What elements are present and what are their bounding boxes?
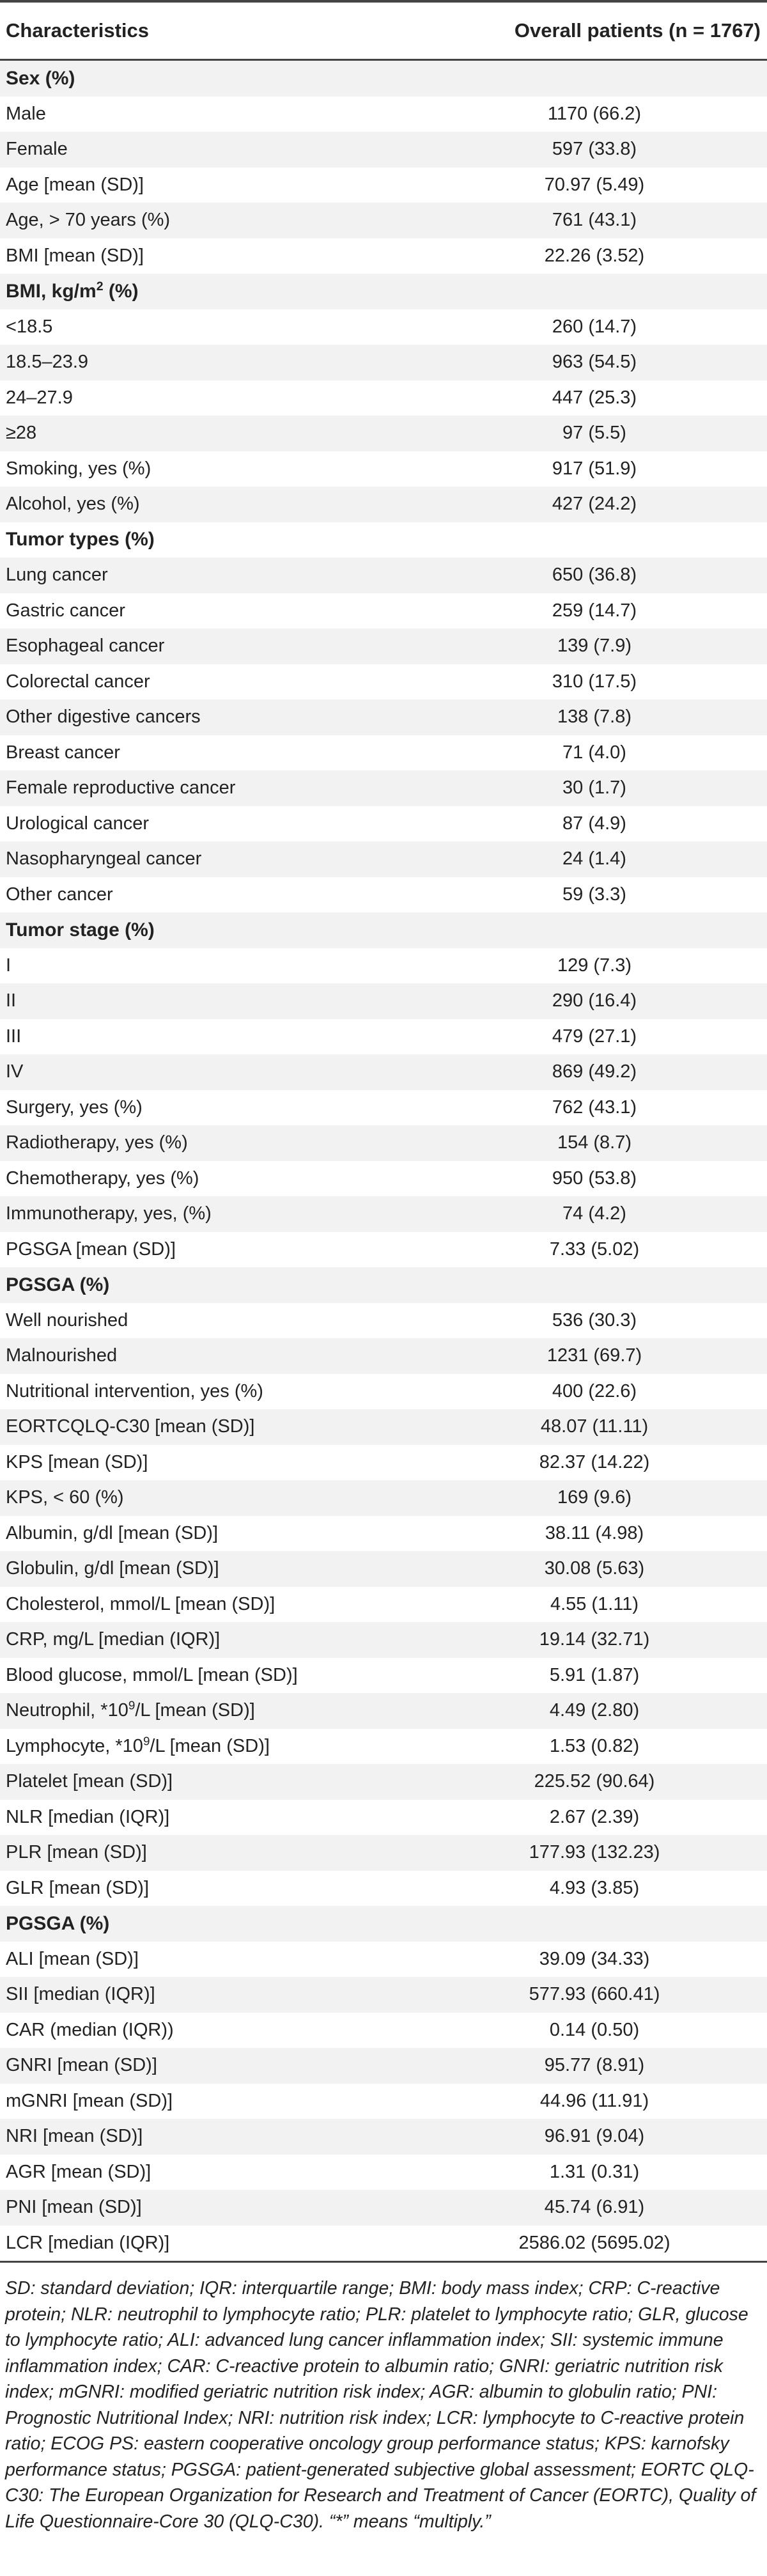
- row-label-cell: [0, 1310, 422, 1331]
- row-value: 761 (43.1): [552, 210, 637, 231]
- row-label-cell: [0, 565, 422, 586]
- row-value: 4.49 (2.80): [549, 1700, 640, 1721]
- row-label: CRP, mg/L [median (IQR)]: [6, 1629, 221, 1650]
- row-label: IV: [6, 1061, 24, 1082]
- row-label-cell: [0, 175, 422, 196]
- row-label: Breast cancer: [6, 742, 120, 763]
- row-label-cell: [0, 139, 422, 160]
- row-label: I: [6, 955, 12, 976]
- table-row: [0, 770, 767, 806]
- table-row: [0, 1196, 767, 1232]
- row-label-suffix: (%): [103, 280, 139, 302]
- table-row: [0, 1232, 767, 1268]
- table-body: [0, 61, 767, 2261]
- row-label: Male: [6, 103, 46, 124]
- row-value: 82.37 (14.22): [539, 1451, 650, 1472]
- row-value: 536 (30.3): [552, 1309, 637, 1331]
- row-label-cell: [0, 1523, 422, 1544]
- row-value: 310 (17.5): [552, 671, 637, 692]
- row-label: III: [6, 1026, 22, 1047]
- table-row: [0, 1374, 767, 1410]
- row-value: 1170 (66.2): [547, 103, 642, 124]
- table-row: [0, 983, 767, 1019]
- row-label-cell: [0, 494, 422, 515]
- table-row: [0, 841, 767, 877]
- row-label-cell: [0, 742, 422, 763]
- row-label: 18.5–23.9: [6, 352, 89, 373]
- table-row: [0, 1622, 767, 1658]
- header-characteristics: Characteristics: [6, 19, 150, 42]
- row-label-cell: [0, 990, 422, 1011]
- row-label-cell: [0, 281, 422, 302]
- table-row: [0, 1835, 767, 1871]
- table-row: [0, 558, 767, 593]
- row-label-cell: [0, 387, 422, 409]
- row-label: Sex (%): [6, 67, 75, 89]
- row-label: II: [6, 990, 17, 1011]
- row-label-cell: [0, 1594, 422, 1615]
- row-value: 225.52 (90.64): [534, 1771, 655, 1792]
- row-label: BMI, kg/m: [6, 280, 97, 302]
- row-value: 1.53 (0.82): [549, 1735, 640, 1756]
- row-label-cell: [0, 1168, 422, 1189]
- row-label-cell: [0, 246, 422, 267]
- row-label: ALI [mean (SD)]: [6, 1948, 139, 1969]
- row-label: PGSGA [mean (SD)]: [6, 1238, 176, 1260]
- row-label: Tumor stage (%): [6, 919, 155, 941]
- table-footnote: SD: standard deviation; IQR: interquartile range; BMI: body mass index; CRP: C-reactive protein; NLR: neutrophil to lymphocyte ratio; PLR: platelet to lymphocyte ratio; GLR, glucose to lymphocyte ratio; ALI: advanced lung cancer inflammation index; SII: systemic immune inflammation index; CAR: C-reactive protein to albumin ratio; GNRI: geriatric nutrition risk index; mGNRI: modified geriatric nutrition risk index; AGR: albumin to globulin ratio; PNI: Prognostic Nutritional Index; NRI: nutrition risk index; LCR: lymphocyte to C-reactive protein ratio; ECOG PS: eastern cooperative oncology group performance status; KPS: karnofsky performance status; PGSGA: patient-generated subjective global assessment; EORTC QLQ-C30: The European Organization for Research and Treatment of Cancer (EORTC), Quality of Life Questionnaire-Core 30 (QLQ-C30). “*” means “multiply.”: [5, 2278, 756, 2532]
- row-label-cell: [0, 706, 422, 728]
- row-label-cell: [0, 884, 422, 905]
- row-value: 154 (8.7): [557, 1132, 632, 1153]
- row-value: 177.93 (132.23): [529, 1842, 660, 1863]
- row-label: Globulin, g/dl [mean (SD)]: [6, 1558, 219, 1579]
- row-value: 96.91 (9.04): [544, 2126, 645, 2147]
- row-label-cell: [0, 1878, 422, 1899]
- table-row: [0, 1090, 767, 1126]
- row-value: 139 (7.9): [557, 636, 632, 657]
- row-label: PNI [mean (SD)]: [6, 2197, 142, 2218]
- row-label-cell: [0, 919, 422, 941]
- row-value: 30 (1.7): [562, 777, 626, 799]
- table-row: [0, 1054, 767, 1090]
- row-value: 597 (33.8): [552, 139, 637, 160]
- row-value: 59 (3.3): [562, 884, 626, 905]
- section-header-row: [0, 274, 767, 309]
- table-row: [0, 168, 767, 203]
- table-row: [0, 2013, 767, 2049]
- row-label-cell: [0, 2126, 422, 2147]
- row-label: NLR [median (IQR)]: [6, 1806, 170, 1827]
- row-label-cell: [0, 1132, 422, 1153]
- row-label: Cholesterol, mmol/L [mean (SD)]: [6, 1593, 275, 1614]
- row-value: 70.97 (5.49): [544, 174, 645, 195]
- row-label: LCR [median (IQR)]: [6, 2232, 170, 2253]
- table-row: [0, 1587, 767, 1623]
- row-label-cell: [0, 1913, 422, 1935]
- row-label: Nutritional intervention, yes (%): [6, 1380, 263, 1401]
- row-label: ≥28: [6, 423, 37, 444]
- row-label: Well nourished: [6, 1309, 128, 1331]
- table-row: [0, 1125, 767, 1161]
- row-label: Radiotherapy, yes (%): [6, 1132, 188, 1153]
- row-label: Malnourished: [6, 1345, 118, 1366]
- row-label: Platelet [mean (SD)]: [6, 1771, 173, 1792]
- table-row: [0, 593, 767, 629]
- row-label-cell: [0, 1026, 422, 1047]
- table-row: [0, 1658, 767, 1694]
- table-row: [0, 2084, 767, 2119]
- row-value: 39.09 (34.33): [539, 1948, 650, 1969]
- table-row: [0, 1551, 767, 1587]
- row-label-cell: [0, 423, 422, 444]
- row-label-cell: [0, 1416, 422, 1437]
- row-label: Surgery, yes (%): [6, 1097, 143, 1118]
- row-value: 74 (4.2): [562, 1203, 626, 1224]
- table-row: [0, 2190, 767, 2226]
- row-label: mGNRI [mean (SD)]: [6, 2090, 173, 2111]
- row-label-cell: [0, 777, 422, 799]
- row-label-cell: [0, 1381, 422, 1402]
- row-value: 917 (51.9): [552, 458, 637, 479]
- row-label-cell: [0, 2162, 422, 2183]
- row-label-cell: [0, 1097, 422, 1118]
- row-label: Colorectal cancer: [6, 671, 150, 692]
- row-label: Immunotherapy, yes, (%): [6, 1203, 212, 1224]
- table-row: [0, 1019, 767, 1055]
- table-row: [0, 806, 767, 842]
- row-label-cell: [0, 848, 422, 870]
- row-label-cell: [0, 955, 422, 976]
- row-label-cell: [0, 1239, 422, 1260]
- row-label-cell: [0, 2233, 422, 2254]
- row-label: 24–27.9: [6, 387, 73, 408]
- table-row: [0, 877, 767, 913]
- table-row: [0, 203, 767, 238]
- row-label-cell: [0, 1558, 422, 1579]
- row-value: 650 (36.8): [552, 565, 637, 586]
- row-label-cell: [0, 1700, 422, 1721]
- row-label-superscript: 9: [128, 1698, 136, 1712]
- row-label: Female reproductive cancer: [6, 777, 236, 799]
- row-label: Other cancer: [6, 884, 113, 905]
- table-row: [0, 1445, 767, 1481]
- row-value: 24 (1.4): [562, 848, 626, 870]
- row-value: 5.91 (1.87): [549, 1664, 640, 1685]
- row-label: AGR [mean (SD)]: [6, 2161, 151, 2182]
- row-label: Age, > 70 years (%): [6, 210, 171, 231]
- row-label-cell: [0, 1771, 422, 1792]
- row-value: 0.14 (0.50): [549, 2019, 640, 2040]
- row-label-cell: [0, 1487, 422, 1508]
- row-label: Alcohol, yes (%): [6, 494, 140, 515]
- table-row: [0, 1161, 767, 1197]
- row-label-cell: [0, 529, 422, 550]
- row-label: Other digestive cancers: [6, 706, 201, 728]
- row-value: 400 (22.6): [552, 1380, 637, 1401]
- row-value: 869 (49.2): [552, 1061, 637, 1082]
- row-label-cell: [0, 2197, 422, 2218]
- row-label: Urological cancer: [6, 813, 150, 834]
- table-row: [0, 2155, 767, 2190]
- row-label-superscript: 9: [143, 1734, 150, 1748]
- table-header: [0, 0, 767, 61]
- row-value: 577.93 (660.41): [529, 1984, 660, 2005]
- row-label: NRI [mean (SD)]: [6, 2126, 143, 2147]
- table-row: [0, 309, 767, 345]
- table-row: [0, 132, 767, 168]
- row-value: 95.77 (8.91): [544, 2055, 645, 2076]
- table-row: [0, 451, 767, 487]
- row-label-cell: [0, 671, 422, 692]
- row-value: 2586.02 (5695.02): [518, 2232, 670, 2253]
- row-label: BMI [mean (SD)]: [6, 245, 144, 266]
- table-row: [0, 1480, 767, 1516]
- section-header-row: [0, 61, 767, 97]
- section-header-row: [0, 912, 767, 948]
- row-label: CAR (median (IQR)): [6, 2019, 174, 2040]
- row-label: GLR [mean (SD)]: [6, 1877, 149, 1898]
- row-value: 2.67 (2.39): [549, 1806, 640, 1827]
- table-row: [0, 735, 767, 771]
- section-header-row: [0, 1906, 767, 1942]
- row-label: EORTCQLQ-C30 [mean (SD)]: [6, 1416, 255, 1437]
- table-row: [0, 2119, 767, 2155]
- row-value: 138 (7.8): [557, 706, 632, 728]
- row-value: 1231 (69.7): [546, 1345, 642, 1366]
- row-label: PLR [mean (SD)]: [6, 1842, 147, 1863]
- row-label-cell: [0, 1629, 422, 1650]
- row-label: Chemotherapy, yes (%): [6, 1167, 199, 1189]
- row-label-cell: [0, 352, 422, 373]
- row-label: Esophageal cancer: [6, 636, 165, 657]
- row-label-cell: [0, 1203, 422, 1224]
- row-label-cell: [0, 2055, 422, 2076]
- table-row: [0, 2048, 767, 2084]
- row-value: 97 (5.5): [562, 423, 626, 444]
- row-label-cell: [0, 1061, 422, 1082]
- row-label: Age [mean (SD)]: [6, 174, 144, 195]
- row-value: 129 (7.3): [557, 955, 632, 976]
- row-label-cell: [0, 316, 422, 338]
- row-label: Albumin, g/dl [mean (SD)]: [6, 1522, 219, 1543]
- table-row: [0, 97, 767, 132]
- table-row: [0, 1516, 767, 1552]
- table-row: [0, 380, 767, 416]
- row-label-cell: [0, 104, 422, 125]
- row-label-cell: [0, 458, 422, 480]
- row-value: 22.26 (3.52): [544, 245, 645, 266]
- row-label: PGSGA (%): [6, 1274, 110, 1295]
- row-label-cell: [0, 1274, 422, 1296]
- row-value: 71 (4.0): [562, 742, 626, 763]
- table-row: [0, 238, 767, 274]
- row-label-cell: [0, 636, 422, 657]
- row-label: KPS, < 60 (%): [6, 1487, 124, 1508]
- row-value: 762 (43.1): [552, 1097, 637, 1118]
- row-value: 1.31 (0.31): [549, 2161, 640, 2182]
- row-label-cell: [0, 1807, 422, 1828]
- row-label: Blood glucose, mmol/L [mean (SD)]: [6, 1664, 298, 1685]
- table-row: [0, 1800, 767, 1836]
- row-value: 4.93 (3.85): [549, 1877, 640, 1898]
- row-label-suffix: /L [mean (SD)]: [150, 1735, 270, 1756]
- row-value: 447 (25.3): [552, 387, 637, 408]
- section-header-row: [0, 522, 767, 558]
- row-label-suffix: /L [mean (SD)]: [135, 1700, 255, 1721]
- row-label-cell: [0, 1665, 422, 1686]
- row-value: 950 (53.8): [552, 1167, 637, 1189]
- row-value: 19.14 (32.71): [539, 1629, 650, 1650]
- table-row: [0, 1338, 767, 1374]
- table-row: [0, 628, 767, 664]
- row-label-superscript: 2: [96, 279, 104, 293]
- row-value: 290 (16.4): [552, 990, 637, 1011]
- table-row: [0, 487, 767, 522]
- row-label-cell: [0, 1842, 422, 1863]
- row-label: Neutrophil, *10: [6, 1700, 128, 1721]
- section-header-row: [0, 1267, 767, 1303]
- row-value: 7.33 (5.02): [549, 1238, 640, 1260]
- row-label: Gastric cancer: [6, 600, 125, 621]
- row-value: 4.55 (1.11): [550, 1593, 639, 1614]
- table-row: [0, 1303, 767, 1339]
- row-value: 169 (9.6): [557, 1487, 632, 1508]
- row-label-cell: [0, 813, 422, 834]
- row-value: 427 (24.2): [552, 494, 637, 515]
- table-row: [0, 1871, 767, 1907]
- row-label-cell: [0, 1345, 422, 1366]
- row-label: Lung cancer: [6, 565, 108, 586]
- row-label-cell: [0, 1949, 422, 1970]
- row-label: PGSGA (%): [6, 1912, 110, 1934]
- table-row: [0, 664, 767, 700]
- row-value: 963 (54.5): [552, 352, 637, 373]
- row-value: 260 (14.7): [552, 316, 637, 337]
- row-label-cell: [0, 2020, 422, 2041]
- row-label: Lymphocyte, *10: [6, 1735, 143, 1756]
- row-label-cell: [0, 600, 422, 621]
- row-label: SII [median (IQR)]: [6, 1984, 155, 2005]
- row-label: GNRI [mean (SD)]: [6, 2055, 157, 2076]
- row-value: 44.96 (11.91): [539, 2090, 649, 2111]
- row-label: Female: [6, 139, 68, 160]
- table-row: [0, 1942, 767, 1978]
- row-label: Tumor types (%): [6, 529, 155, 550]
- table-row: [0, 699, 767, 735]
- table-row: [0, 948, 767, 984]
- row-label: <18.5: [6, 316, 53, 337]
- row-value: 45.74 (6.91): [544, 2197, 645, 2218]
- row-value: 48.07 (11.11): [540, 1416, 649, 1437]
- row-label-cell: [0, 1452, 422, 1473]
- table-row: [0, 1409, 767, 1445]
- row-label-cell: [0, 1984, 422, 2005]
- row-value: 38.11 (4.98): [545, 1522, 644, 1543]
- row-label-cell: [0, 210, 422, 231]
- table-row: [0, 1693, 767, 1729]
- row-label-cell: [0, 68, 422, 90]
- header-overall-patients: Overall patients (n = 1767): [514, 19, 761, 42]
- table-row: [0, 1729, 767, 1765]
- row-value: 30.08 (5.63): [544, 1558, 645, 1579]
- row-label: Nasopharyngeal cancer: [6, 848, 202, 870]
- table-bottom-rule: [0, 2261, 767, 2263]
- table-row: [0, 1977, 767, 2013]
- table-row: [0, 345, 767, 380]
- row-label: Smoking, yes (%): [6, 458, 151, 479]
- table-row: [0, 416, 767, 451]
- table-row: [0, 1764, 767, 1800]
- row-value: 259 (14.7): [552, 600, 637, 621]
- row-value: 479 (27.1): [552, 1026, 637, 1047]
- table-row: [0, 2226, 767, 2261]
- row-value: 87 (4.9): [562, 813, 626, 834]
- row-label-cell: [0, 1736, 422, 1757]
- row-label: KPS [mean (SD)]: [6, 1451, 148, 1472]
- row-label-cell: [0, 2091, 422, 2112]
